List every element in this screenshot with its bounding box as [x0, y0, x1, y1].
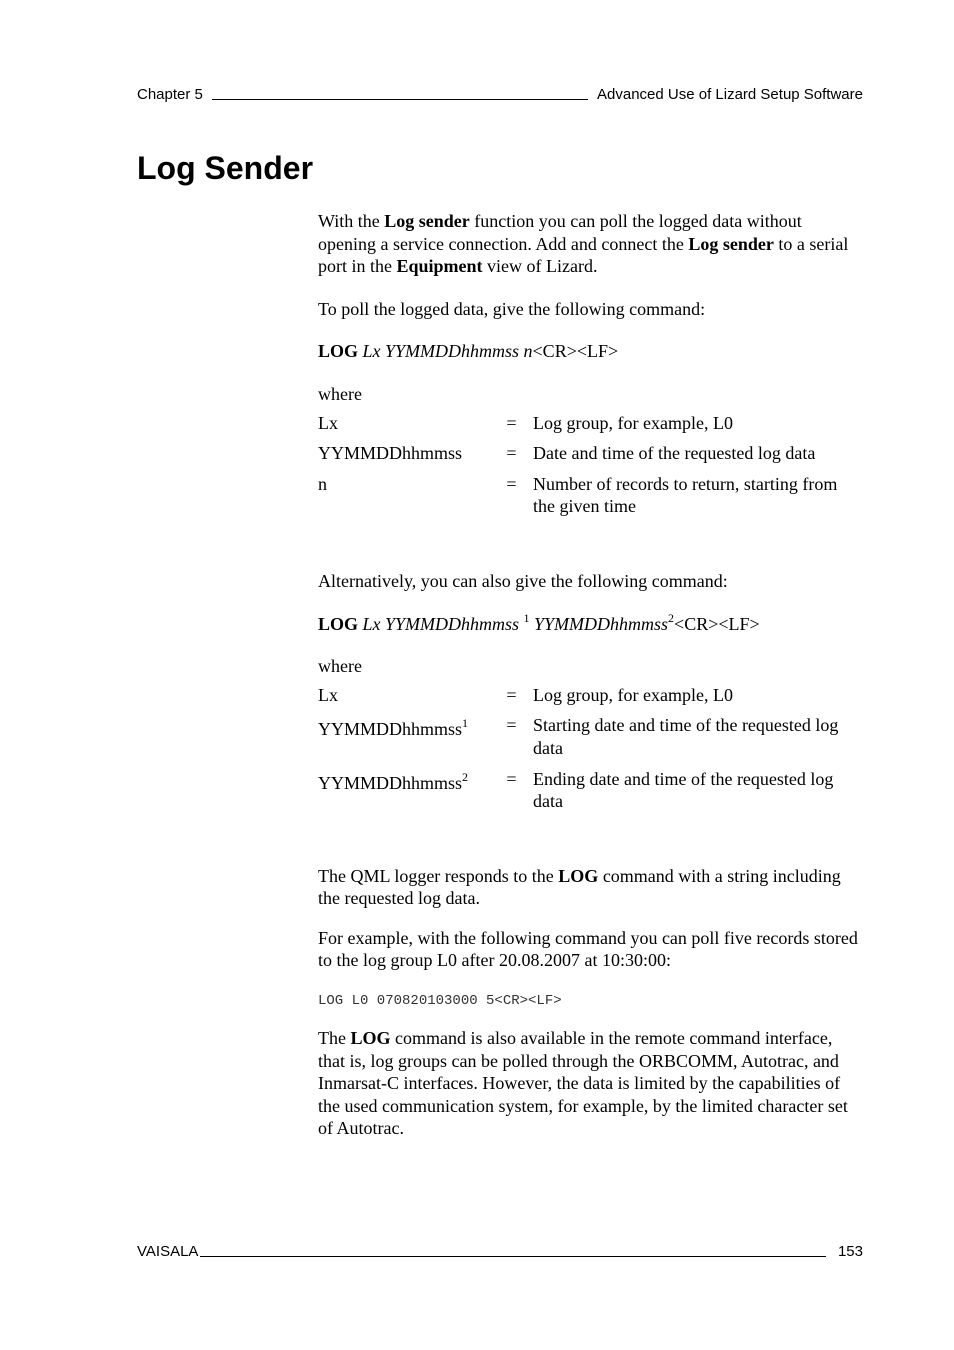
chapter-title: Advanced Use of Lizard Setup Software — [597, 86, 863, 103]
table-row — [318, 714, 863, 767]
param-desc: Number of records to return, starting from the given time — [533, 473, 838, 517]
chapter-label: Chapter 5 — [137, 86, 203, 103]
page-footer — [137, 1243, 863, 1261]
company-name: VAISALA — [137, 1243, 199, 1260]
page-header — [137, 86, 863, 104]
param-term: YYMMDDhhmmss — [318, 443, 463, 464]
example-paragraph: For example, with the following command you can poll five records stored to the log group L0 after 20.08.2007 at 10:30:00: — [318, 927, 858, 971]
table-row — [318, 412, 863, 443]
alternative-paragraph: Alternatively, you can also give the following command: — [318, 570, 728, 591]
table-row — [318, 768, 863, 821]
parameter-table-2 — [318, 684, 863, 821]
param-equals: = — [506, 443, 517, 464]
param-desc: Starting date and time of the requested log data — [533, 715, 839, 758]
table-row — [318, 684, 863, 715]
intro-paragraph: With the Log sender function you can poll the logged data without opening a service connection. Add and connect the Log sender to a serial port in the Equipment view of Lizard. — [318, 211, 849, 277]
command-syntax-2: LOG Lx YYMMDDhhmmss $^1$ YYMMDDhhmmss$^2$<CR><LF> — [318, 610, 760, 634]
response-paragraph: The QML logger responds to the LOG command with a string including the requested log data. — [318, 865, 841, 909]
page-number: 153 — [837, 1243, 863, 1260]
where-label-2: where — [318, 656, 362, 677]
remote-paragraph: The LOG command is also available in the remote command interface, that is, log groups can be polled through the ORBCOMM, Autotrac, and Inmarsat-C interfaces. However, the data is limited by the capabilities of the used communication system, for example, by the limited character set of Autotrac. — [318, 1028, 848, 1139]
param-desc: Log group, for example, L0 — [533, 684, 733, 705]
footer-rule — [200, 1255, 826, 1257]
example-code: LOG L0 070820103000 5<CR><LF> — [318, 993, 562, 1010]
param-equals: = — [506, 768, 517, 789]
param-term: Lx — [318, 684, 338, 705]
param-term: Lx — [318, 412, 338, 433]
content-body — [318, 210, 863, 1140]
param-equals: = — [506, 715, 517, 736]
table-row — [318, 473, 863, 526]
param-equals: = — [506, 473, 517, 494]
param-desc: Log group, for example, L0 — [533, 412, 733, 433]
where-label-1: where — [318, 383, 362, 404]
command-syntax-1: LOG Lx YYMMDDhhmmss n<CR><LF> — [318, 341, 619, 362]
header-rule — [212, 98, 588, 100]
param-equals: = — [506, 412, 517, 433]
poll-paragraph: To poll the logged data, give the following command: — [318, 298, 706, 319]
param-equals: = — [506, 684, 517, 705]
parameter-table-1 — [318, 412, 863, 526]
param-desc: Date and time of the requested log data — [533, 443, 816, 464]
param-term: n — [318, 473, 327, 494]
param-term: YYMMDDhhmmss$^1$ — [318, 716, 469, 740]
page-title: Log Sender — [137, 150, 314, 186]
param-term: YYMMDDhhmmss$^2$ — [318, 769, 469, 793]
param-desc: Ending date and time of the requested log data — [533, 768, 834, 812]
table-row — [318, 442, 863, 473]
